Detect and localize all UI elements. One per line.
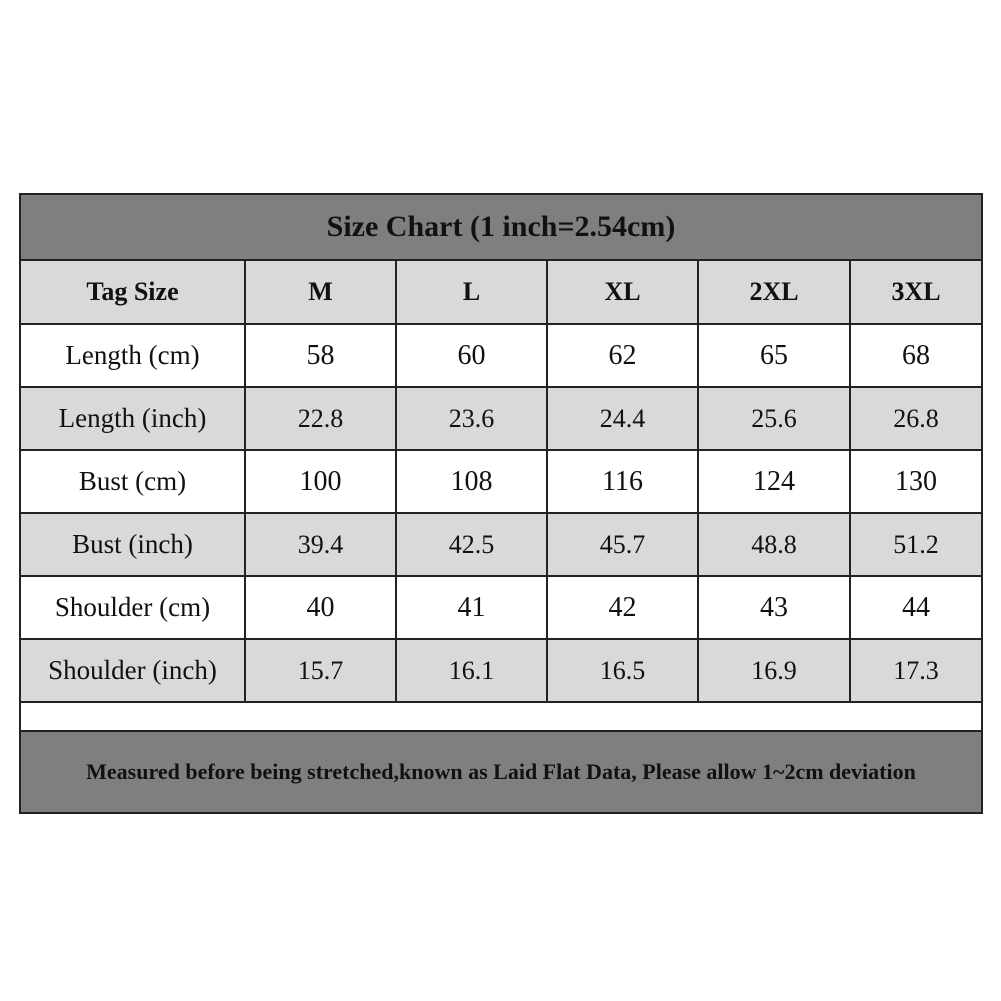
table-cell: 116 (547, 450, 698, 513)
row-label: Shoulder (cm) (21, 576, 245, 639)
table-cell: 15.7 (245, 639, 396, 702)
table-row (21, 639, 981, 702)
table-cell: 40 (245, 576, 396, 639)
table-row (21, 576, 981, 639)
footer-note: Measured before being stretched,known as Laid Flat Data, Please allow 1~2cm deviation (21, 730, 981, 812)
header-size-xl: XL (547, 261, 698, 324)
size-chart (19, 193, 983, 814)
row-label: Bust (cm) (21, 450, 245, 513)
table-cell: 48.8 (698, 513, 850, 576)
row-label: Length (inch) (21, 387, 245, 450)
table-cell: 16.5 (547, 639, 698, 702)
table-cell: 45.7 (547, 513, 698, 576)
table-cell: 42 (547, 576, 698, 639)
table-cell: 124 (698, 450, 850, 513)
row-label: Shoulder (inch) (21, 639, 245, 702)
table-row (21, 324, 981, 387)
table-cell: 44 (850, 576, 981, 639)
table-cell: 41 (396, 576, 547, 639)
table-cell: 39.4 (245, 513, 396, 576)
header-size-m: M (245, 261, 396, 324)
chart-title: Size Chart (1 inch=2.54cm) (21, 195, 981, 261)
table-cell: 23.6 (396, 387, 547, 450)
table-cell: 22.8 (245, 387, 396, 450)
table-cell: 42.5 (396, 513, 547, 576)
table-cell: 43 (698, 576, 850, 639)
header-size-2xl: 2XL (698, 261, 850, 324)
table-cell: 100 (245, 450, 396, 513)
table-header-row (21, 261, 981, 324)
table-cell: 108 (396, 450, 547, 513)
table-cell: 68 (850, 324, 981, 387)
table-cell: 130 (850, 450, 981, 513)
table-cell: 51.2 (850, 513, 981, 576)
table-cell: 60 (396, 324, 547, 387)
table-row (21, 513, 981, 576)
table-cell: 26.8 (850, 387, 981, 450)
table-cell: 17.3 (850, 639, 981, 702)
table-cell: 25.6 (698, 387, 850, 450)
table-cell: 24.4 (547, 387, 698, 450)
size-table (21, 261, 981, 703)
header-size-l: L (396, 261, 547, 324)
table-cell: 65 (698, 324, 850, 387)
table-cell: 16.1 (396, 639, 547, 702)
table-row (21, 450, 981, 513)
row-label: Bust (inch) (21, 513, 245, 576)
table-cell: 62 (547, 324, 698, 387)
table-cell: 16.9 (698, 639, 850, 702)
header-size-3xl: 3XL (850, 261, 981, 324)
header-tag-size: Tag Size (21, 261, 245, 324)
table-cell: 58 (245, 324, 396, 387)
row-label: Length (cm) (21, 324, 245, 387)
table-row (21, 387, 981, 450)
